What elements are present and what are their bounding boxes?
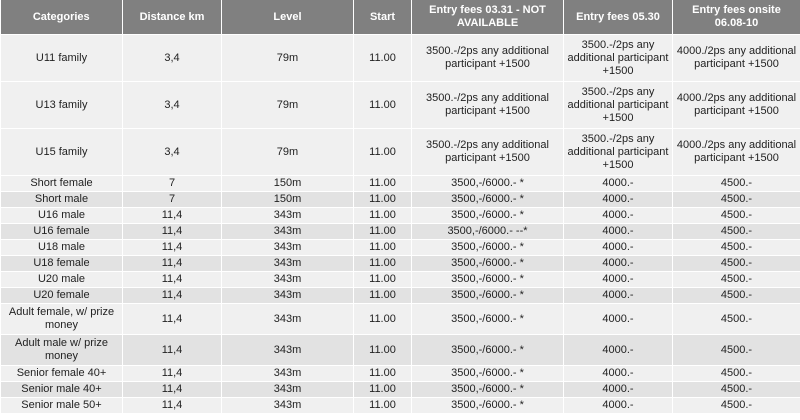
cell-category: U20 male <box>1 272 123 288</box>
cell-distance: 11,4 <box>123 288 222 304</box>
header-row <box>1 0 800 35</box>
cell-distance: 3,4 <box>123 35 222 82</box>
cell-fee-onsite: 4000./2ps any additional participant +1500 <box>673 82 800 129</box>
cell-fee-onsite: 4500.- <box>673 366 800 382</box>
cell-fee-0331: 3500,-/6000.- * <box>412 272 564 288</box>
table-row <box>1 288 800 304</box>
cell-fee-0331: 3500.-/2ps any additional participant +1500 <box>412 82 564 129</box>
cell-level: 343m <box>222 208 354 224</box>
header-level: Level <box>222 0 354 35</box>
cell-category: U11 family <box>1 35 123 82</box>
cell-fee-0331: 3500.-/2ps any additional participant +1500 <box>412 129 564 176</box>
cell-fee-0530: 3500.-/2ps any additional participant +1500 <box>564 82 673 129</box>
cell-fee-0331: 3500,-/6000.- * <box>412 398 564 414</box>
cell-level: 150m <box>222 176 354 192</box>
cell-fee-onsite: 4500.- <box>673 272 800 288</box>
cell-fee-onsite: 4500.- <box>673 288 800 304</box>
cell-start: 11.00 <box>354 288 412 304</box>
cell-fee-0331: 3500,-/6000.- * <box>412 192 564 208</box>
table-row <box>1 176 800 192</box>
cell-fee-0530: 4000.- <box>564 398 673 414</box>
cell-distance: 11,4 <box>123 256 222 272</box>
cell-fee-0331: 3500.-/2ps any additional participant +1500 <box>412 35 564 82</box>
table-row <box>1 335 800 366</box>
cell-level: 343m <box>222 382 354 398</box>
cell-category: U15 family <box>1 129 123 176</box>
cell-category: U16 male <box>1 208 123 224</box>
cell-fee-0331: 3500,-/6000.- * <box>412 288 564 304</box>
cell-category: U13 family <box>1 82 123 129</box>
cell-fee-onsite: 4500.- <box>673 224 800 240</box>
cell-start: 11.00 <box>354 366 412 382</box>
cell-fee-onsite: 4500.- <box>673 176 800 192</box>
cell-start: 11.00 <box>354 129 412 176</box>
cell-category: Adult male w/ prize money <box>1 335 123 366</box>
cell-start: 11.00 <box>354 256 412 272</box>
cell-level: 79m <box>222 82 354 129</box>
table-row <box>1 304 800 335</box>
header-fees-0331: Entry fees 03.31 - NOT AVAILABLE <box>412 0 564 35</box>
cell-distance: 11,4 <box>123 398 222 414</box>
cell-fee-0331: 3500,-/6000.- * <box>412 240 564 256</box>
header-categories: Categories <box>1 0 123 35</box>
header-fees-0530: Entry fees 05.30 <box>564 0 673 35</box>
cell-start: 11.00 <box>354 398 412 414</box>
cell-fee-onsite: 4500.- <box>673 256 800 272</box>
cell-fee-onsite: 4500.- <box>673 192 800 208</box>
cell-fee-0331: 3500,-/6000.- * <box>412 304 564 335</box>
cell-fee-onsite: 4500.- <box>673 304 800 335</box>
cell-fee-onsite: 4000./2ps any additional participant +1500 <box>673 129 800 176</box>
cell-distance: 11,4 <box>123 272 222 288</box>
cell-fee-0331: 3500,-/6000.- * <box>412 382 564 398</box>
table-row <box>1 272 800 288</box>
cell-category: U18 female <box>1 256 123 272</box>
cell-fee-0530: 4000.- <box>564 224 673 240</box>
table-row <box>1 82 800 129</box>
cell-distance: 7 <box>123 192 222 208</box>
cell-fee-0530: 4000.- <box>564 240 673 256</box>
cell-level: 343m <box>222 304 354 335</box>
cell-level: 343m <box>222 256 354 272</box>
cell-start: 11.00 <box>354 208 412 224</box>
cell-start: 11.00 <box>354 192 412 208</box>
cell-fee-onsite: 4500.- <box>673 240 800 256</box>
table-row <box>1 224 800 240</box>
cell-distance: 11,4 <box>123 208 222 224</box>
cell-category: Short female <box>1 176 123 192</box>
table-row <box>1 129 800 176</box>
cell-start: 11.00 <box>354 224 412 240</box>
cell-category: Senior male 50+ <box>1 398 123 414</box>
cell-distance: 11,4 <box>123 224 222 240</box>
cell-distance: 7 <box>123 176 222 192</box>
cell-level: 150m <box>222 192 354 208</box>
cell-category: Adult female, w/ prize money <box>1 304 123 335</box>
header-fees-onsite: Entry fees onsite 06.08-10 <box>673 0 800 35</box>
cell-level: 79m <box>222 129 354 176</box>
cell-fee-0331: 3500,-/6000.- --* <box>412 224 564 240</box>
table-row <box>1 366 800 382</box>
cell-fee-0331: 3500,-/6000.- * <box>412 335 564 366</box>
cell-fee-0530: 4000.- <box>564 272 673 288</box>
cell-category: Senior female 40+ <box>1 366 123 382</box>
cell-fee-onsite: 4500.- <box>673 335 800 366</box>
cell-fee-0530: 4000.- <box>564 208 673 224</box>
cell-start: 11.00 <box>354 335 412 366</box>
cell-category: U18 male <box>1 240 123 256</box>
cell-fee-onsite: 4500.- <box>673 208 800 224</box>
cell-category: Senior male 40+ <box>1 382 123 398</box>
cell-level: 79m <box>222 35 354 82</box>
cell-start: 11.00 <box>354 304 412 335</box>
table-row <box>1 398 800 414</box>
cell-start: 11.00 <box>354 35 412 82</box>
cell-level: 343m <box>222 398 354 414</box>
cell-start: 11.00 <box>354 382 412 398</box>
cell-level: 343m <box>222 224 354 240</box>
cell-fee-0530: 3500.-/2ps any additional participant +1500 <box>564 35 673 82</box>
cell-start: 11.00 <box>354 272 412 288</box>
cell-fee-0530: 4000.- <box>564 335 673 366</box>
cell-level: 343m <box>222 240 354 256</box>
cell-distance: 11,4 <box>123 382 222 398</box>
cell-fee-onsite: 4000./2ps any additional participant +1500 <box>673 35 800 82</box>
cell-start: 11.00 <box>354 240 412 256</box>
table-row <box>1 35 800 82</box>
cell-distance: 3,4 <box>123 82 222 129</box>
cell-fee-0530: 4000.- <box>564 382 673 398</box>
table-row <box>1 256 800 272</box>
cell-distance: 3,4 <box>123 129 222 176</box>
cell-fee-0530: 4000.- <box>564 304 673 335</box>
cell-category: Short male <box>1 192 123 208</box>
header-start: Start <box>354 0 412 35</box>
cell-start: 11.00 <box>354 176 412 192</box>
cell-fee-0530: 4000.- <box>564 366 673 382</box>
cell-level: 343m <box>222 366 354 382</box>
cell-fee-0331: 3500,-/6000.- * <box>412 208 564 224</box>
cell-fee-0530: 4000.- <box>564 176 673 192</box>
cell-fee-onsite: 4500.- <box>673 398 800 414</box>
cell-start: 11.00 <box>354 82 412 129</box>
cell-fee-onsite: 4500.- <box>673 382 800 398</box>
header-distance: Distance km <box>123 0 222 35</box>
cell-category: U16 female <box>1 224 123 240</box>
cell-fee-0331: 3500,-/6000.- * <box>412 366 564 382</box>
cell-fee-0331: 3500,-/6000.- * <box>412 176 564 192</box>
cell-level: 343m <box>222 335 354 366</box>
table-row <box>1 240 800 256</box>
cell-level: 343m <box>222 272 354 288</box>
cell-distance: 11,4 <box>123 335 222 366</box>
cell-level: 343m <box>222 288 354 304</box>
table-row <box>1 192 800 208</box>
table-row <box>1 208 800 224</box>
cell-fee-0530: 4000.- <box>564 256 673 272</box>
cell-fee-0530: 3500.-/2ps any additional participant +1500 <box>564 129 673 176</box>
cell-distance: 11,4 <box>123 366 222 382</box>
table-row <box>1 382 800 398</box>
cell-fee-0530: 4000.- <box>564 192 673 208</box>
cell-distance: 11,4 <box>123 240 222 256</box>
cell-fee-0331: 3500,-/6000.- * <box>412 256 564 272</box>
cell-category: U20 female <box>1 288 123 304</box>
cell-distance: 11,4 <box>123 304 222 335</box>
cell-fee-0530: 4000.- <box>564 288 673 304</box>
